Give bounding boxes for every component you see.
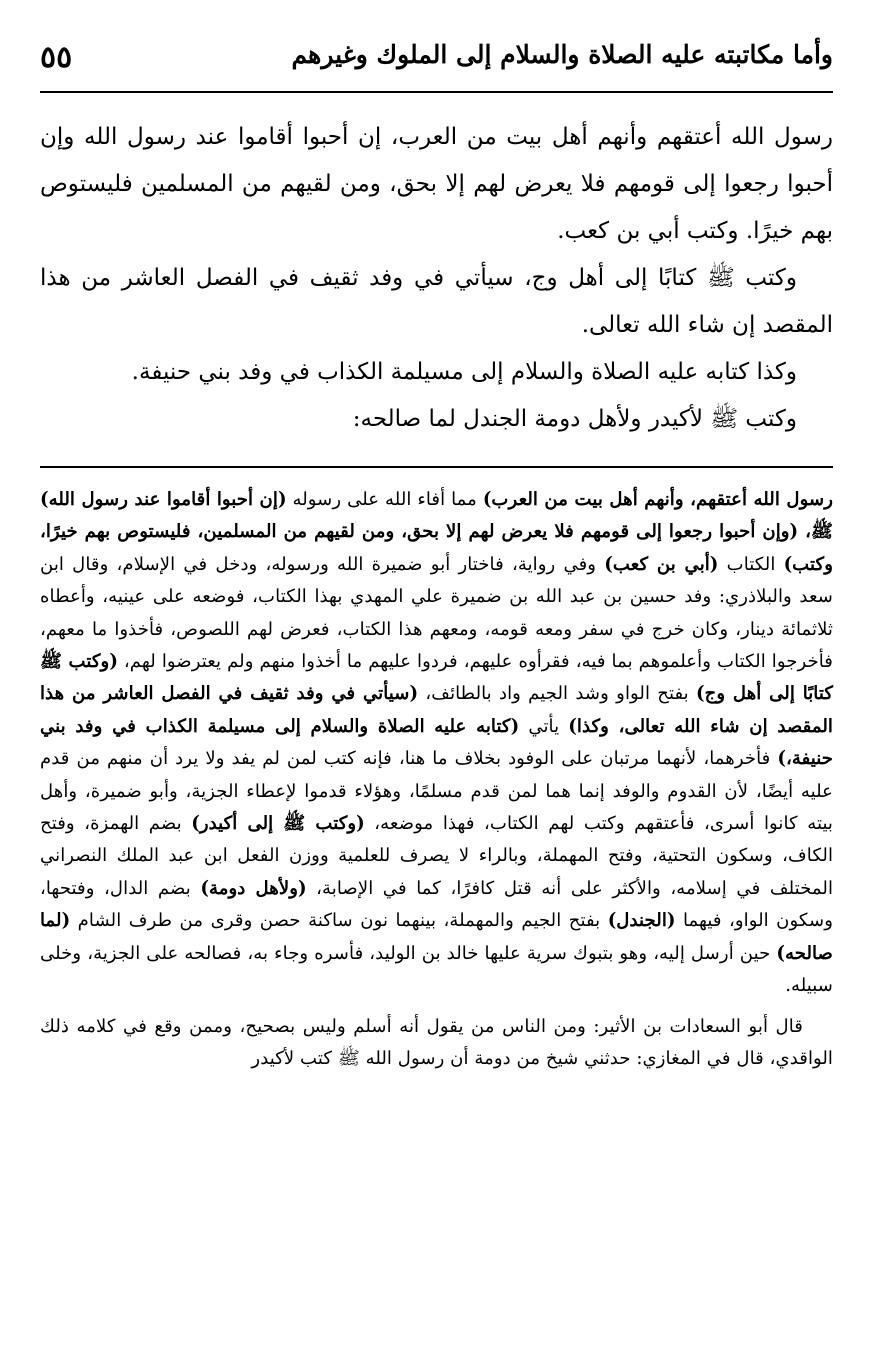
commentary-span: بفتح الجيم والمهملة، بينهما نون ساكنة حصن وقرى من طرف الشام xyxy=(70,910,608,932)
main-paragraph: رسول الله أعتقهم وأنهم أهل بيت من العرب، إن أحبوا أقاموا عند رسول الله وإن أحبوا رجعوا إلى قومهم فلا يعرض لهم إلا بحق، ومن لقيهم من المسلمين فليستوص بهم خيرًا. وكتب أبي بن كعب. xyxy=(40,124,833,244)
commentary-span: مما أفاء الله على رسوله xyxy=(286,489,483,510)
page-number: ٥٥ xyxy=(40,40,73,75)
quoted-text: (الجندل) xyxy=(607,910,676,932)
quoted-text: رسول الله أعتقهم، وأنهم أهل بيت من العرب) xyxy=(482,489,833,510)
commentary-span: بفتح الواو وشد الجيم واد بالطائف، xyxy=(418,683,696,705)
main-paragraph: وكذا كتابه عليه الصلاة والسلام إلى مسيلمة الكذاب في وفد بني حنيفة. xyxy=(131,359,797,385)
running-title: وأما مكاتبته عليه الصلاة والسلام إلى الملوك وغيرهم xyxy=(291,40,833,69)
commentary-paragraph xyxy=(40,484,833,1003)
main-text xyxy=(40,114,833,443)
quoted-text: (ولأهل دومة) xyxy=(200,877,307,899)
commentary-span: حين أرسل إليه، وهو بتبوك سرية عليها خالد بن الوليد، فأسره وجاء به، فصالحه على الجزية، وخلى سبيله. xyxy=(40,942,833,997)
header-rule xyxy=(40,91,833,93)
commentary-span: وفي رواية، فاختار أبو ضميرة الله ورسوله، ودخل في الإسلام، وقال ابن سعد والبلاذري: وفد حسين بن عبد الله بن ضميرة علي المهدي بهذا الكتاب، فوضعه على عينيه، وأعطاه ثلاثمائة دينار، وكان خرج في سفر ومعه قومه، ومعهم هذا الكتاب، فعرض لهم اللصوص، فأخذوا ما معهم، فأخرجوا الكتاب وأعلموهم بما فيه، فقرأوه عليهم، فردوا عليهم ما أخذوا منهم ولم يعترضوا لهم، xyxy=(40,553,833,673)
commentary-text xyxy=(40,484,833,1075)
quoted-text: (وكتب ﷺ كتابًا إلى أهل وج) xyxy=(40,651,833,705)
quoted-text: (أبي بن كعب) xyxy=(604,553,719,575)
commentary-span: بضم الهمزة، وفتح الكاف، وسكون التحتية، وفتح المهملة، وبالراء لا يصرف للعلمية ووزن الفعل ابن عبد الملك النصراني المختلف في إسلامه، والأكثر على أنه قتل كافرًا، كما في الإصابة، xyxy=(40,813,833,899)
quoted-text: (لما صالحه) xyxy=(40,910,833,964)
section-rule xyxy=(40,466,833,468)
quoted-text: (سيأتي في وفد ثقيف في الفصل العاشر من هذا المقصد إن شاء الله تعالى، وكذا) xyxy=(40,683,833,737)
quoted-text: (وكتب ﷺ إلى أكيدر) xyxy=(191,813,365,835)
commentary-span: فأخرهما، لأنهما مرتبان على الوفود بخلاف ما هنا، فإنه كتب لمن لم يفد ولا يرد أن منهم من قدم عليه أيضًا، لأن القدوم والوفد إنما هما لمن قدم مسلمًا، وهؤلاء قدموا لإعطاء الجزية، وأبو ضميرة، وأهل بيته كانوا أسرى، فأعتقهم وكتب لهم الكتاب، فهذا موضعه، xyxy=(40,748,833,835)
page-header xyxy=(40,30,833,82)
main-paragraph: وكتب ﷺ لأكيدر ولأهل دومة الجندل لما صالحه: xyxy=(352,406,797,432)
main-paragraph: وكتب ﷺ كتابًا إلى أهل وج، سيأتي في وفد ثقيف في الفصل العاشر من هذا المقصد إن شاء الله تعالى. xyxy=(40,265,833,338)
quoted-text: (إن أحبوا أقاموا عند رسول الله) ﷺ، (وإن أحبوا رجعوا إلى قومهم فلا يعرض لهم إلا بحق، ومن لقيهم من المسلمين، فليستوص بهم خيرًا، وكتب) xyxy=(40,489,833,575)
quoted-text: (كتابه عليه الصلاة والسلام إلى مسيلمة الكذاب في وفد بني حنيفة،) xyxy=(40,715,833,770)
commentary-span: بضم الدال، وفتحها، وسكون الواو، فيهما xyxy=(40,877,833,932)
commentary-span: يأتي xyxy=(519,715,569,737)
commentary-paragraph: قال أبو السعادات بن الأثير: ومن الناس من يقول أنه أسلم وليس بصحيح، وممن وقع في كلامه ذلك الواقدي، قال في المغازي: حدثني شيخ من دومة أن رسول الله ﷺ كتب لأكيدر xyxy=(40,1015,833,1069)
commentary-span: الكتاب xyxy=(718,553,784,575)
